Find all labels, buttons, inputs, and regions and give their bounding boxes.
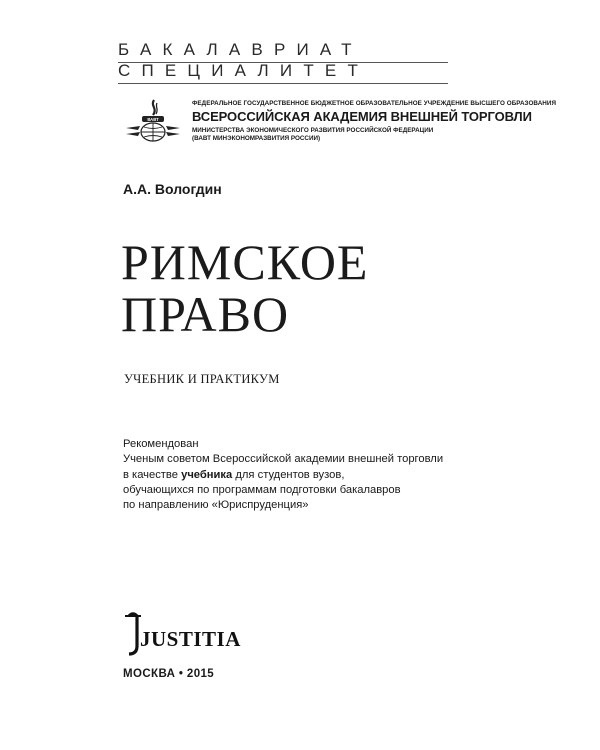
publisher-logo-icon (123, 612, 243, 656)
book-title (121, 236, 368, 340)
institution-type: ФЕДЕРАЛЬНОЕ ГОСУДАРСТВЕННОЕ БЮДЖЕТНОЕ ОБРАЗОВАТЕЛЬНОЕ УЧРЕЖДЕНИЕ ВЫСШЕГО ОБРАЗОВАНИЯ (192, 100, 557, 107)
series-text: СПЕЦИАЛИТЕТ (118, 61, 370, 80)
institution-block (192, 100, 557, 142)
imprint-city-year: МОСКВА • 2015 (123, 668, 215, 680)
book-title-line: ПРАВО (121, 286, 290, 342)
book-subtitle: УЧЕБНИК И ПРАКТИКУМ (124, 372, 280, 386)
book-title-line: РИМСКОЕ (121, 234, 369, 290)
series-label-specialist (118, 61, 448, 84)
recommendation-text: в качестве (123, 468, 182, 481)
institution-ministry: МИНИСТЕРСТВА ЭКОНОМИЧЕСКОГО РАЗВИТИЯ РОССИЙСКОЙ ФЕДЕРАЦИИ (192, 127, 434, 134)
series-label-bachelor (118, 40, 448, 63)
recommendation-text: для студентов вузов, (232, 468, 345, 481)
recommendation-line: по направлению «Юриспруденция» (123, 499, 309, 512)
recommendation-block (123, 437, 443, 513)
logo-text: ВАВТ (147, 117, 159, 122)
recommendation-line: обучающихся по программам подготовки бакалавров (123, 483, 401, 496)
institution-abbr: (ВАВТ МИНЭКОНОМРАЗВИТИЯ РОССИИ) (192, 135, 321, 142)
series-text: БАКАЛАВРИАТ (118, 40, 363, 59)
series-rule (118, 83, 448, 84)
institution-name: ВСЕРОССИЙСКАЯ АКАДЕМИЯ ВНЕШНЕЙ ТОРГОВЛИ (192, 109, 532, 124)
recommendation-line: Ученым советом Всероссийской академии внешней торговли (123, 453, 444, 466)
recommendation-bold: учебника (181, 468, 233, 481)
academy-logo-icon (124, 96, 182, 144)
author-name: А.А. Вологдин (123, 181, 222, 197)
publisher-name: JUSTITIA (140, 627, 241, 651)
recommendation-line: Рекомендован (123, 438, 199, 450)
recommendation-line (123, 468, 443, 483)
